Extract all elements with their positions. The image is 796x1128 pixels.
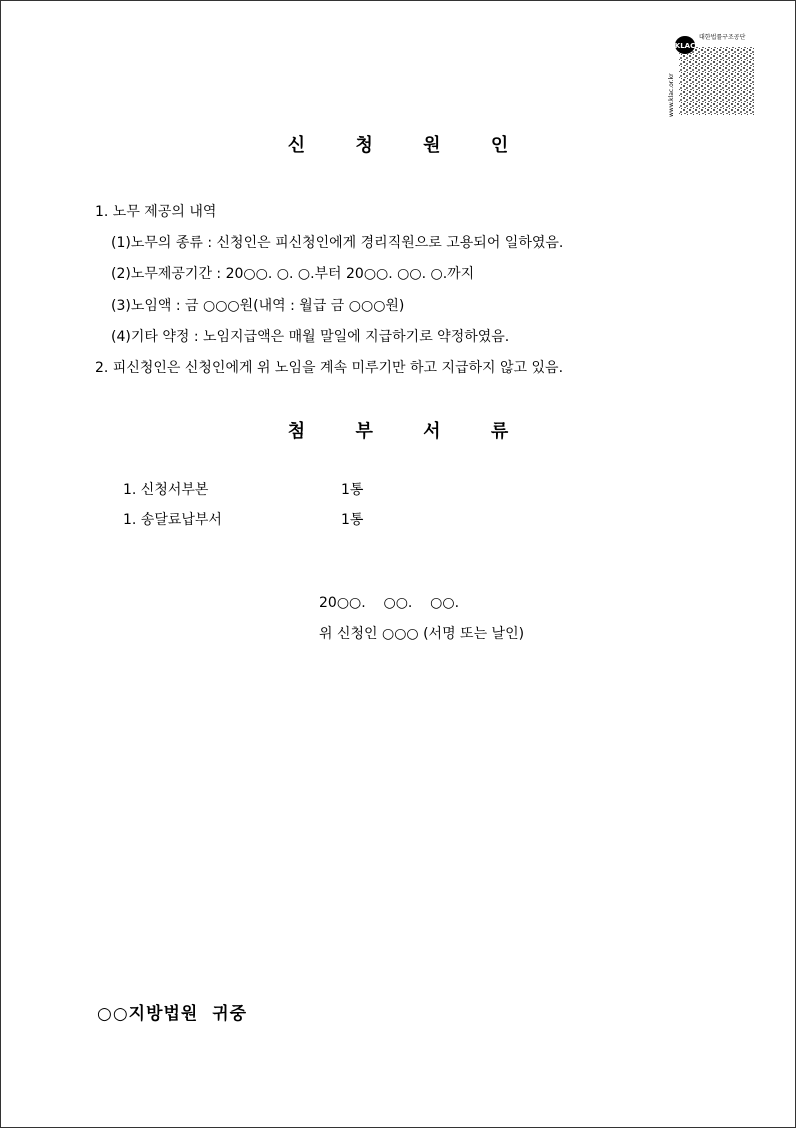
body-line-3: (2)노무제공기간 : 20○○. ○. ○.부터 20○○. ○○. ○.까지 (111, 266, 475, 282)
attachment-qty: 1통 (341, 512, 364, 528)
document-title (1, 131, 795, 157)
attachments-title (1, 417, 795, 443)
body-line-1: 1. 노무 제공의 내역 (95, 204, 217, 220)
attachment-qty: 1통 (341, 482, 364, 498)
signature-line: 위 신청인 ○○○ (서명 또는 날인) (319, 626, 525, 642)
title-char: 신 (287, 135, 306, 156)
title-char: 인 (490, 135, 509, 156)
title-char: 청 (355, 135, 373, 156)
svg-text:www.klac.or.kr: www.klac.or.kr (668, 73, 675, 117)
attach-title-char: 류 (490, 421, 509, 442)
title-char: 원 (423, 135, 441, 156)
attach-title-char: 부 (355, 421, 373, 442)
svg-text:대한법률구조공단: 대한법률구조공단 (699, 34, 746, 41)
body-line-4: (3)노임액 : 금 ○○○원(내역 : 월급 금 ○○○원) (111, 298, 405, 314)
body-line-5: (4)기타 약정 : 노임지급액은 매월 말일에 지급하기로 약정하였음. (111, 329, 510, 345)
body-line-2: (1)노무의 종류 : 신청인은 피신청인에게 경리직원으로 고용되어 일하였음. (111, 235, 564, 251)
date-line: 20○○. ○○. ○○. (319, 595, 460, 611)
attachment-name: 1. 신청서부본 (123, 482, 209, 498)
court-addressee: ○○지방법원 귀중 (97, 1004, 248, 1024)
body-line-6: 2. 피신청인은 신청인에게 위 노임을 계속 미루기만 하고 지급하지 않고 있음. (95, 360, 564, 376)
attachment-name: 1. 송달료납부서 (123, 512, 222, 528)
attach-title-char: 서 (423, 421, 441, 442)
klac-stamp-logo (665, 25, 761, 121)
svg-text:KLAC: KLAC (674, 42, 696, 50)
attach-title-char: 첨 (287, 421, 306, 442)
